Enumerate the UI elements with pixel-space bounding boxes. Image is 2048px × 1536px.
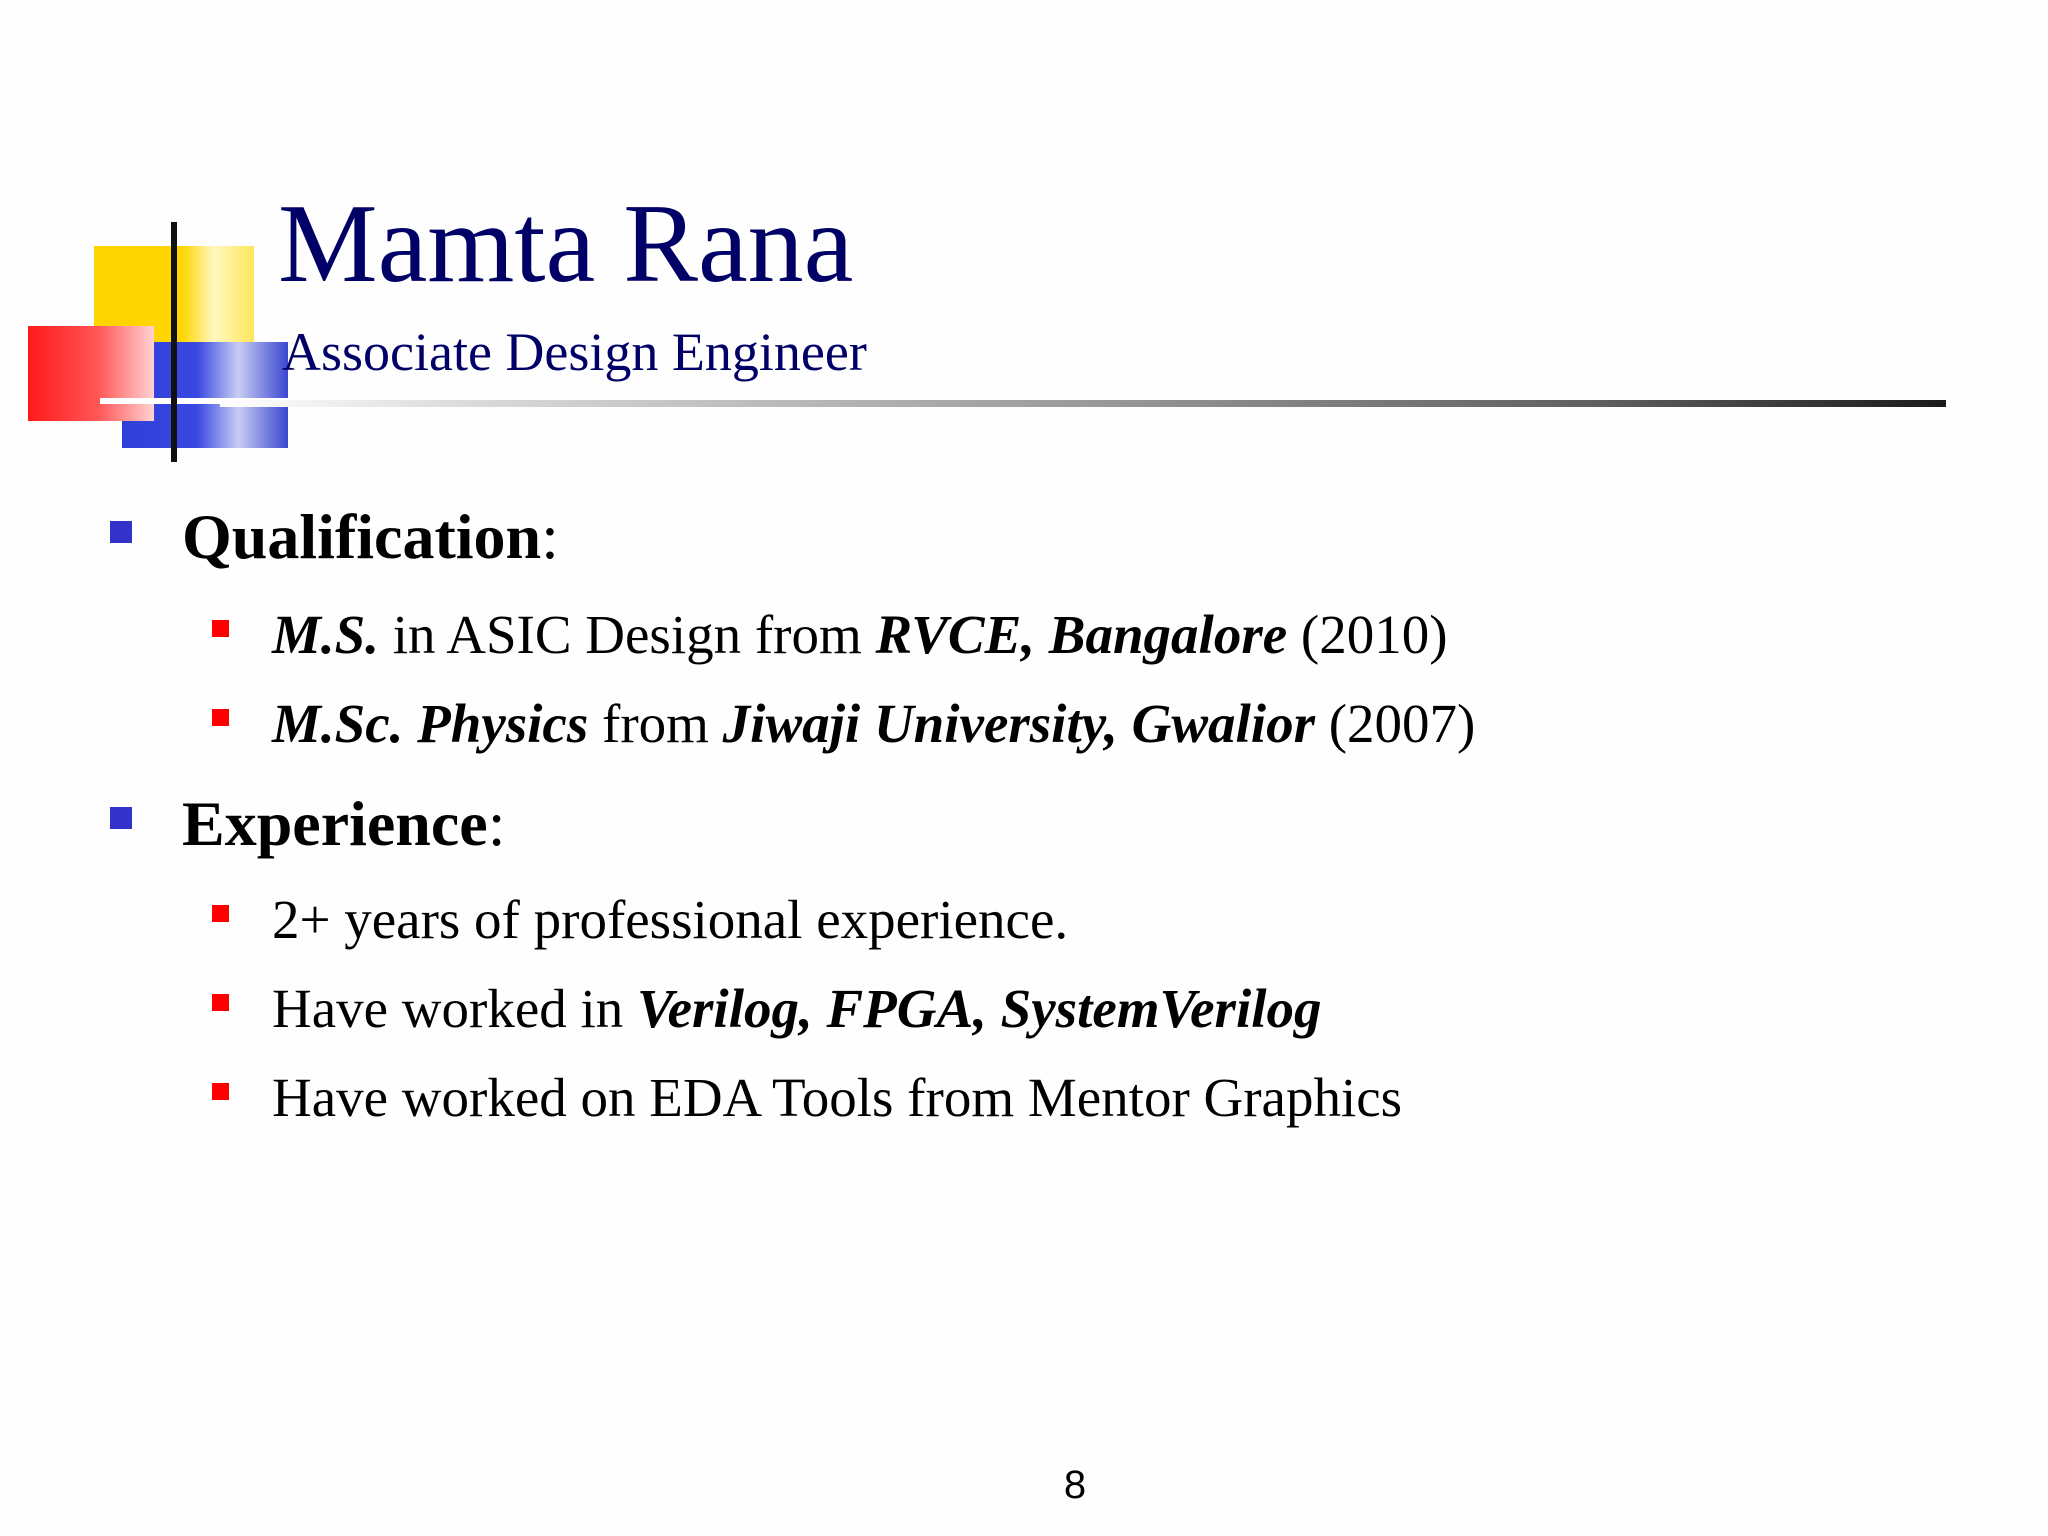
slide-subtitle: Associate Design Engineer xyxy=(282,322,867,382)
experience-colon: : xyxy=(487,788,506,859)
qualification-item-1-institution: RVCE, Bangalore xyxy=(875,604,1288,665)
qualification-item-2-degree: M.Sc. Physics xyxy=(272,693,589,754)
experience-label: Experience xyxy=(182,788,488,859)
red-square-shape xyxy=(28,326,154,421)
vertical-line-shape xyxy=(171,222,177,462)
qualification-bullet-icon xyxy=(110,521,132,543)
experience-item-2-emphasis: Verilog, FPGA, SystemVerilog xyxy=(637,978,1322,1039)
experience-item-2-prefix: Have worked in xyxy=(272,978,638,1039)
experience-item-3: Have worked on EDA Tools from Mentor Graphics xyxy=(272,1067,1403,1128)
experience-heading xyxy=(182,788,506,859)
qualification-colon: : xyxy=(541,501,559,572)
qualification-item-2-middle: from xyxy=(588,693,723,754)
qualification-item-1-degree: M.S. xyxy=(272,604,379,665)
experience-item-1: 2+ years of professional experience. xyxy=(272,889,1069,950)
experience-item-2-bullet-icon xyxy=(212,994,229,1011)
experience-item-3-bullet-icon xyxy=(212,1083,229,1100)
page-number: 8 xyxy=(1063,1463,1087,1507)
experience-item-1-bullet-icon xyxy=(212,905,229,922)
title-underline xyxy=(220,400,1946,407)
qualification-label: Qualification xyxy=(182,501,542,572)
qualification-item-2-year: (2007) xyxy=(1314,693,1476,754)
experience-item-2 xyxy=(272,978,1322,1039)
qualification-item-2 xyxy=(272,693,1476,754)
qualification-item-1-bullet-icon xyxy=(212,620,229,637)
qualification-heading xyxy=(182,501,559,572)
qualification-item-1-year: (2010) xyxy=(1287,604,1448,665)
slide-title: Mamta Rana xyxy=(278,182,854,306)
qualification-item-1 xyxy=(272,604,1448,665)
qualification-item-2-bullet-icon xyxy=(212,709,229,726)
qualification-item-1-middle: in ASIC Design from xyxy=(379,604,876,665)
experience-bullet-icon xyxy=(110,807,132,829)
qualification-item-2-institution: Jiwaji University, Gwalior xyxy=(722,693,1315,754)
